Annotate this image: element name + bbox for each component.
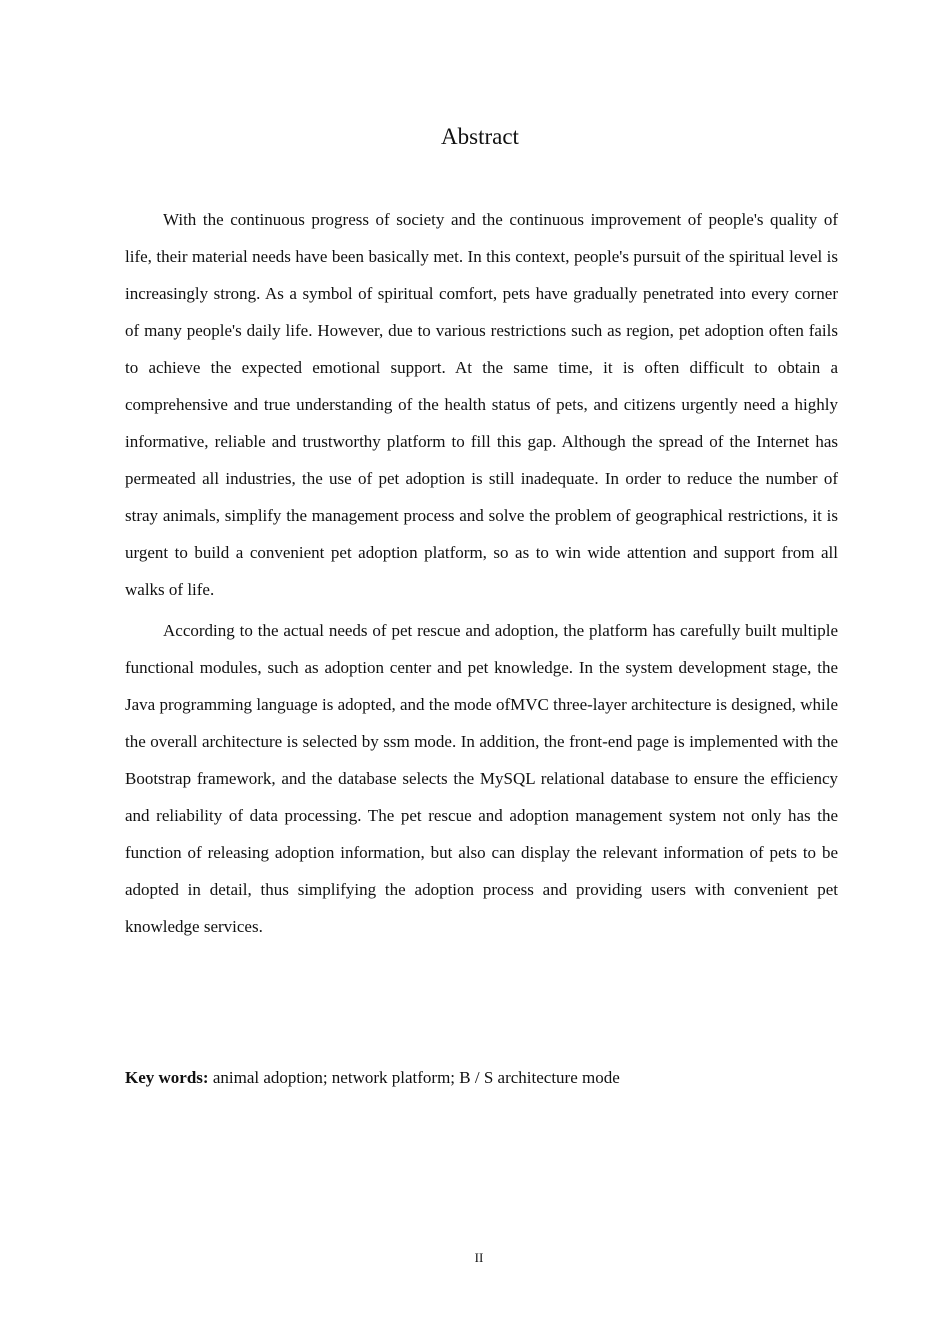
keywords-line [125,1061,620,1095]
keywords-value: animal adoption; network platform; B / S architecture mode [208,1068,620,1087]
abstract-body [125,201,838,949]
keywords-label: Key words: [125,1068,209,1087]
page-number: II [474,1250,484,1265]
abstract-paragraph-1: With the continuous progress of society and the continuous improvement of people's quality of life, their material needs have been basically met. In this context, people's pursuit of the spiritual level is increasingly strong. As a symbol of spiritual comfort, pets have gradually penetrated into every corner of many people's daily life. However, due to various restrictions such as region, pet adoption often fails to achieve the expected emotional support. At the same time, it is often difficult to obtain a comprehensive and true understanding of the health status of pets, and citizens urgently need a highly informative, reliable and trustworthy platform to fill this gap. Although the spread of the Internet has permeated all industries, the use of pet adoption is still inadequate. In order to reduce the number of stray animals, simplify the management process and solve the problem of geographical restrictions, it is urgent to build a convenient pet adoption platform, so as to win wide attention and support from all walks of life. [125,210,838,599]
page-title: Abstract [441,124,519,149]
abstract-paragraph-2: According to the actual needs of pet rescue and adoption, the platform has carefully built multiple functional modules, such as adoption center and pet knowledge. In the system development stage, the Java programming language is adopted, and the mode ofMVC three-layer architecture is designed, while the overall architecture is selected by ssm mode. In addition, the front-end page is implemented with the Bootstrap framework, and the database selects the MySQL relational database to ensure the efficiency and reliability of data processing. The pet rescue and adoption management system not only has the function of releasing adoption information, but also can display the relevant information of pets to be adopted in detail, thus simplifying the adoption process and providing users with convenient pet knowledge services. [125,621,838,936]
